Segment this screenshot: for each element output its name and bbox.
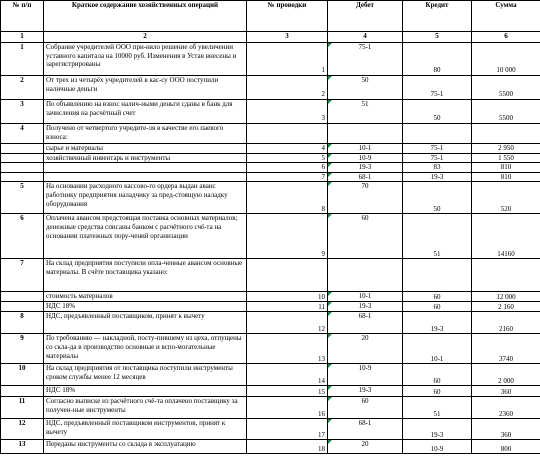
amount: 520 [472,182,540,214]
table-row [1,334,540,364]
amount: 14160 [472,214,540,259]
row-number: 13 [1,440,44,454]
entry-number: 7 [247,172,328,182]
row-number [1,386,44,397]
amount: 2 950 [472,144,540,154]
row-number: 12 [1,419,44,440]
row-number: 3 [1,100,44,124]
row-number [1,163,44,173]
credit-account: 10-1 [403,334,472,364]
row-number: 5 [1,182,44,214]
amount: 360 [472,419,540,440]
operation-description: На склад предприятия поступили опла-ченные авансом основные материалы. В счёте поставщика указано: [44,259,247,292]
header-row [1,1,540,32]
amount [472,259,540,292]
credit-account: 19-3 [403,419,472,440]
table-row [1,419,540,440]
entry-number: 4 [247,144,328,154]
operation-description: На основании расходного кассово-го ордера выдан аванс работнику предприятия наладчику за пред-стоящую наладку оборудования [44,182,247,214]
header-num: № п/п [1,1,44,32]
credit-account: 60 [403,292,472,302]
header-description: Краткое содержание хозяйственных операций [44,1,247,32]
credit-account [403,259,472,292]
operation-description: Согласно выписке из расчётного счё-та оплачено поставщику за получен-ные инструменты [44,397,247,419]
amount [472,124,540,144]
credit-account: 83 [403,163,472,173]
table-row [1,153,540,163]
amount: 2160 [472,312,540,334]
amount: 1 550 [472,153,540,163]
credit-account: 19-3 [403,312,472,334]
header-debit: Дебет [328,1,403,32]
credit-account: 50 [403,100,472,124]
table-row [1,440,540,454]
amount: 10 000 [472,43,540,76]
amount: 2360 [472,397,540,419]
table-row [1,76,540,100]
table-row [1,100,540,124]
header-col-number: 5 [403,32,472,43]
table-row [1,172,540,182]
table-row [1,214,540,259]
entry-number: 13 [247,334,328,364]
credit-account: 60 [403,364,472,386]
table-row [1,124,540,144]
operation-description: НДС 18% [44,386,247,397]
operation-description: На склад предприятия от поставщика поступили инструменты сроком службы менее 12 месяцев [44,364,247,386]
row-number: 7 [1,259,44,292]
header-col-number: 2 [44,32,247,43]
amount: 2 000 [472,364,540,386]
debit-account: 68-1 [328,172,403,182]
row-number: 4 [1,124,44,144]
amount: 5500 [472,100,540,124]
credit-account: 75-1 [403,76,472,100]
entry-number: 17 [247,419,328,440]
table-row [1,43,540,76]
debit-account: 50 [328,76,403,100]
debit-account: 20 [328,440,403,454]
row-number: 9 [1,334,44,364]
debit-account [328,259,403,292]
credit-account: 51 [403,214,472,259]
entry-number: 2 [247,76,328,100]
operation-description: Получено от четвертого учредите-ля в качестве его паевого взноса: [44,124,247,144]
header-sum: Сумма [472,1,540,32]
debit-account: 19-3 [328,386,403,397]
debit-account: 10-1 [328,144,403,154]
amount: 360 [472,386,540,397]
debit-account [328,124,403,144]
row-number [1,153,44,163]
debit-account: 10-1 [328,292,403,302]
credit-account: 80 [403,43,472,76]
table-row [1,397,540,419]
table-row [1,259,540,292]
entry-number [247,124,328,144]
row-number: 11 [1,397,44,419]
operation-description: хозяйственный инвентарь и инструменты [44,153,247,163]
row-number: 6 [1,214,44,259]
amount: 810 [472,163,540,173]
header-entry-number: № проводки [247,1,328,32]
row-number [1,144,44,154]
credit-account: 19-3 [403,172,472,182]
debit-account: 68-1 [328,419,403,440]
operation-description: сырье и материалы [44,144,247,154]
entry-number: 5 [247,153,328,163]
entry-number: 6 [247,163,328,173]
entry-number: 14 [247,364,328,386]
row-number [1,172,44,182]
row-number [1,302,44,312]
debit-account: 60 [328,214,403,259]
entry-number: 12 [247,312,328,334]
header-col-number: 1 [1,32,44,43]
debit-account: 19-3 [328,302,403,312]
row-number: 8 [1,312,44,334]
amount: 12 000 [472,292,540,302]
amount: 810 [472,172,540,182]
debit-account: 10-9 [328,364,403,386]
table-row [1,292,540,302]
entry-number: 1 [247,43,328,76]
operation-description: НДС, предъявленный поставщиком, принят к вычету [44,312,247,334]
credit-account: 75-1 [403,153,472,163]
credit-account: 50 [403,182,472,214]
entry-number: 18 [247,440,328,454]
debit-account: 75-1 [328,43,403,76]
header-col-number: 3 [247,32,328,43]
operation-description: стоимость материалов [44,292,247,302]
debit-account: 10-9 [328,153,403,163]
credit-account: 10-9 [403,440,472,454]
operation-description: Оплачена авансом предстоящая поставка основных материалов; денежные средства списаны банком с расчётного счё-та на основании платежных пору-чений организации [44,214,247,259]
entry-number: 10 [247,292,328,302]
table-body [1,43,540,454]
credit-account [403,124,472,144]
row-number: 1 [1,43,44,76]
debit-account: 68-1 [328,312,403,334]
credit-account: 60 [403,386,472,397]
amount: 2 160 [472,302,540,312]
credit-account: 51 [403,397,472,419]
entry-number: 3 [247,100,328,124]
debit-account: 70 [328,182,403,214]
amount: 5500 [472,76,540,100]
credit-account: 60 [403,302,472,312]
table-header [1,1,540,43]
operation-description: По требованию — накладной, посту-пившему из цеха, отпущены со склa-да в производство основные и вспо-могательные материалы [44,334,247,364]
debit-account: 19-3 [328,163,403,173]
entry-number [247,259,328,292]
operation-description: НДС, предъявленный поставщиком инструментов, принят к вычету [44,419,247,440]
entry-number: 8 [247,182,328,214]
table-row [1,302,540,312]
operation-description: НДС 18% [44,302,247,312]
amount: 800 [472,440,540,454]
operation-description: Собрание учредителей ООО при-няло решение об увеличении уставного капитала на 10000 руб. Изменения в Устав внесены и зарегистрированы [44,43,247,76]
table-row [1,312,540,334]
table-row [1,364,540,386]
header-number-row [1,32,540,43]
header-col-number: 6 [472,32,540,43]
table-row [1,182,540,214]
row-number: 10 [1,364,44,386]
debit-account: 60 [328,397,403,419]
entry-number: 9 [247,214,328,259]
operation-description: От трех из четырёх учредителей в кас-су ООО поступили наличные деньги [44,76,247,100]
header-credit: Кредит [403,1,472,32]
entry-number: 11 [247,302,328,312]
operation-description [44,163,247,173]
amount: 3740 [472,334,540,364]
operation-description: Переданы инструменты со склада в эксплуатацию [44,440,247,454]
table-row [1,386,540,397]
row-number: 2 [1,76,44,100]
debit-account: 20 [328,334,403,364]
entry-number: 16 [247,397,328,419]
debit-account: 51 [328,100,403,124]
operation-description: По объявлению на взнос налич-ными деньги сданы в банк для зачисления на расчётный счет [44,100,247,124]
row-number [1,292,44,302]
entry-number: 15 [247,386,328,397]
credit-account: 75-1 [403,144,472,154]
header-col-number: 4 [328,32,403,43]
table-row [1,144,540,154]
table-row [1,163,540,173]
operation-description [44,172,247,182]
